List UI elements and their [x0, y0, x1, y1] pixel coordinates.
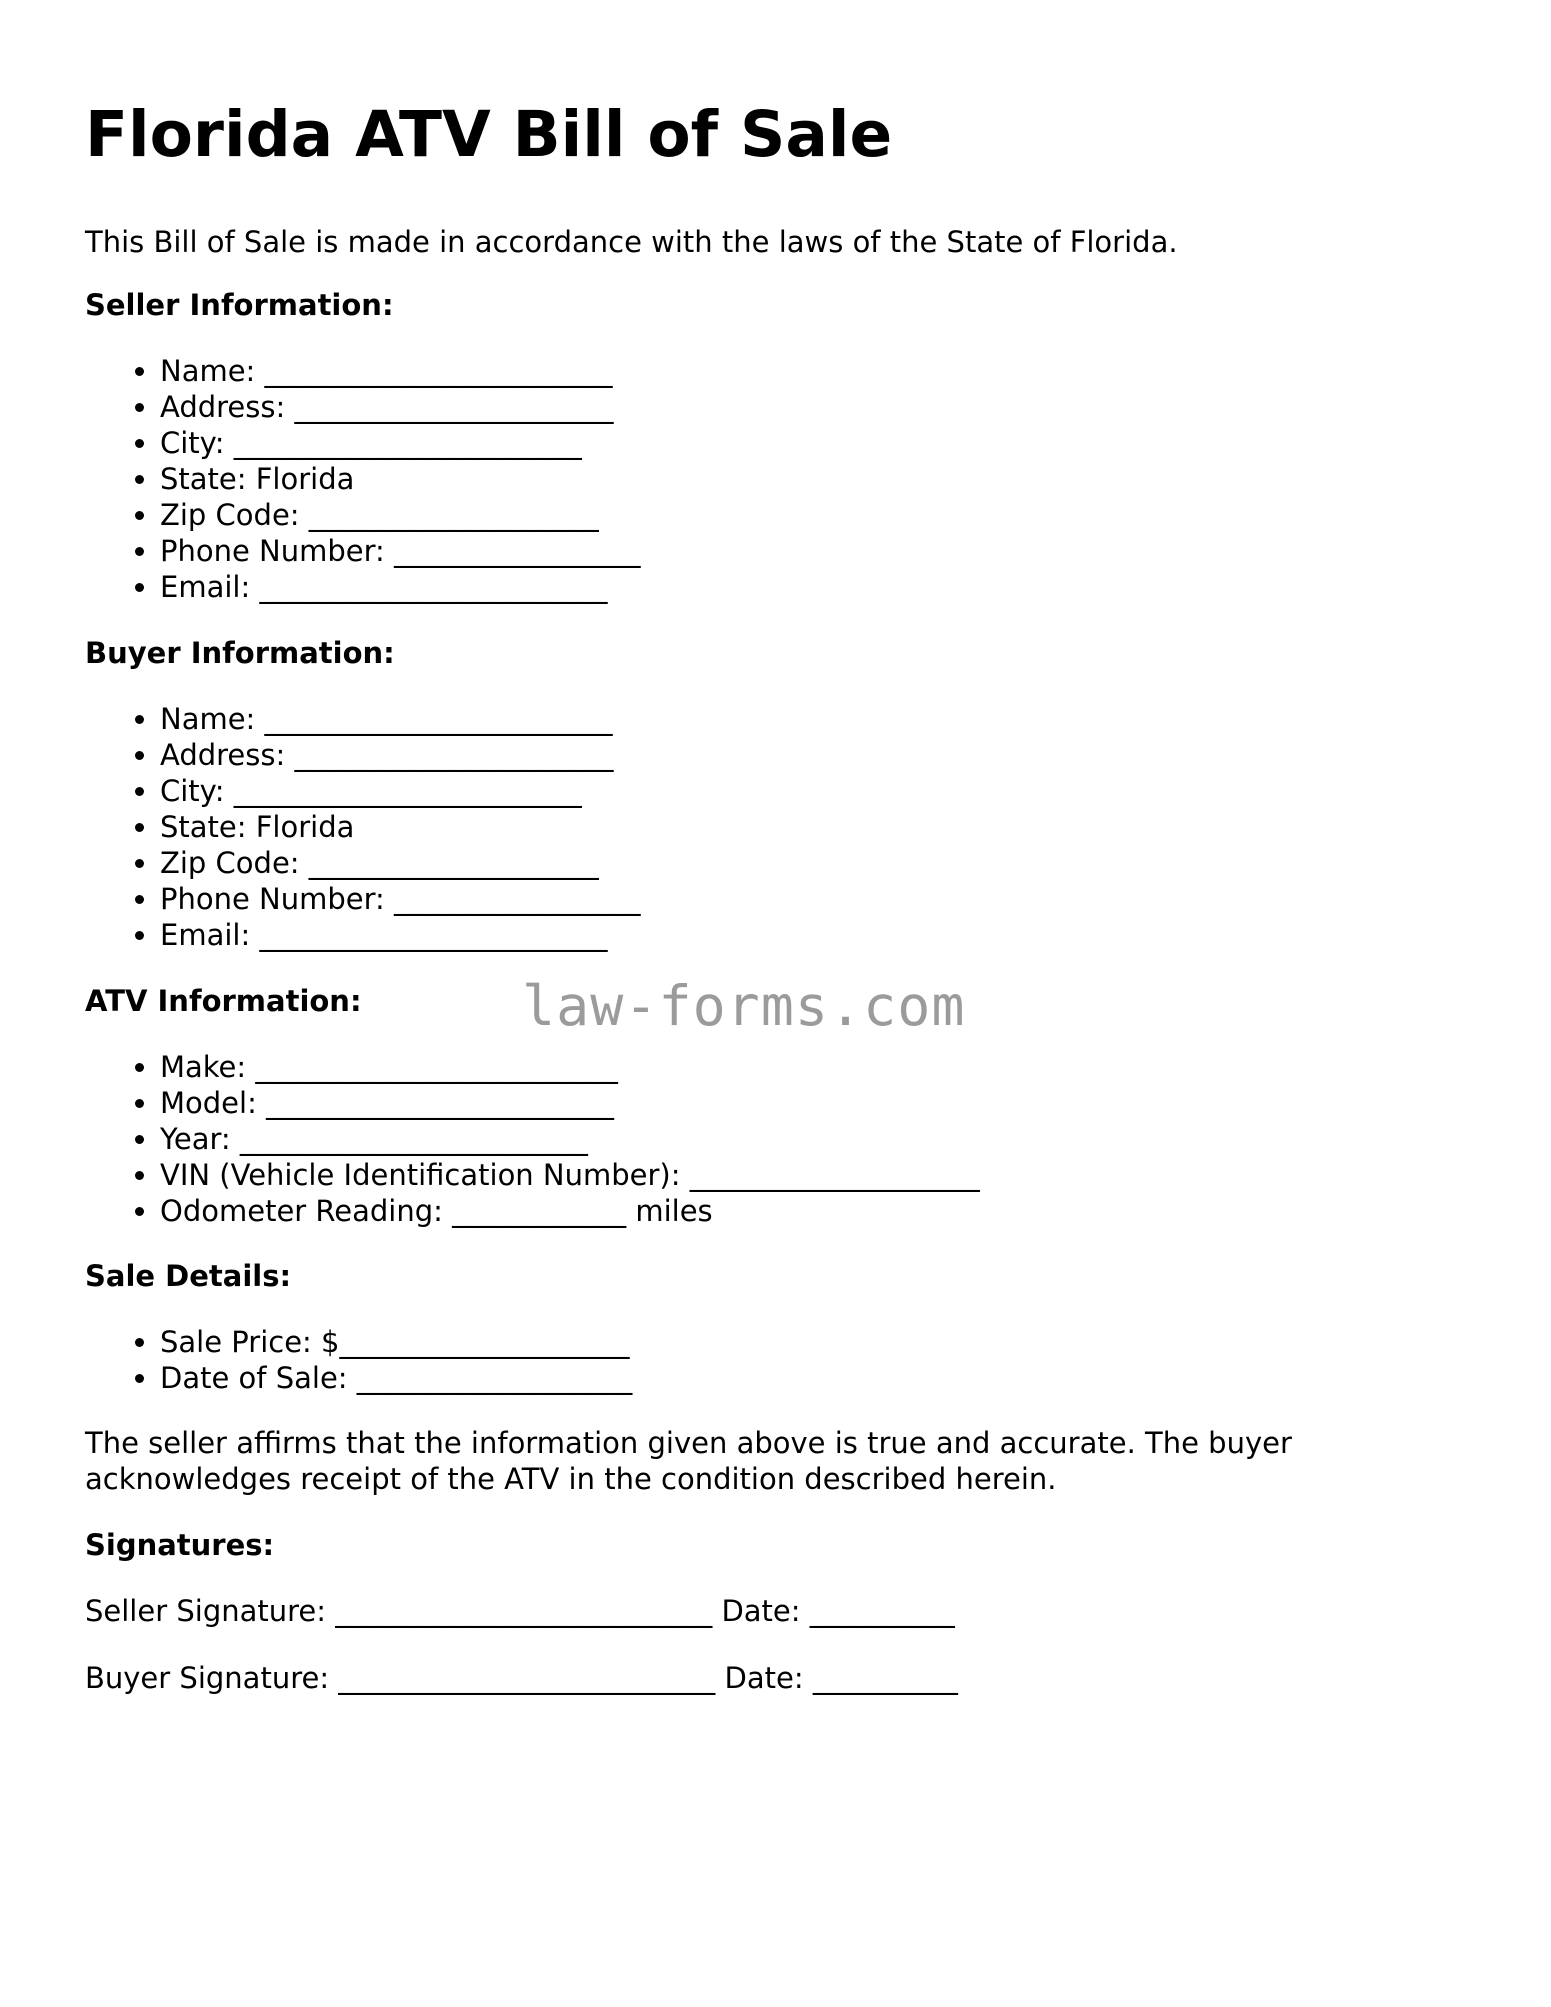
seller-state-field: • State: Florida	[160, 461, 641, 497]
buyer-state-field: • State: Florida	[160, 809, 641, 845]
seller-fields-list	[85, 353, 641, 605]
signatures-heading: Signatures:	[85, 1528, 275, 1562]
seller-name-field: • Name: ________________________	[160, 353, 641, 389]
buyer-signature-line: Buyer Signature: __________________________ Date: __________	[85, 1661, 958, 1695]
seller-phone-field: • Phone Number: _________________	[160, 533, 641, 569]
affirmation-line-2: acknowledges receipt of the ATV in the condition described herein.	[85, 1462, 1057, 1496]
atv-make-field: • Make: _________________________	[160, 1049, 980, 1085]
intro-paragraph: This Bill of Sale is made in accordance with the laws of the State of Florida.	[85, 225, 1178, 259]
buyer-phone-field: • Phone Number: _________________	[160, 881, 641, 917]
buyer-city-field: • City: ________________________	[160, 773, 641, 809]
seller-email-field: • Email: ________________________	[160, 569, 641, 605]
atv-year-field: • Year: ________________________	[160, 1121, 980, 1157]
document-title: Florida ATV Bill of Sale	[85, 98, 893, 171]
atv-fields-list	[85, 1049, 980, 1229]
sale-price-field: • Sale Price: $____________________	[160, 1324, 632, 1360]
sale-heading: Sale Details:	[85, 1259, 292, 1293]
seller-zip-field: • Zip Code: ____________________	[160, 497, 641, 533]
watermark-text: law-forms.com	[522, 974, 966, 1038]
buyer-heading: Buyer Information:	[85, 636, 395, 670]
buyer-name-field: • Name: ________________________	[160, 701, 641, 737]
sale-date-field: • Date of Sale: ___________________	[160, 1360, 632, 1396]
seller-heading: Seller Information:	[85, 288, 394, 322]
buyer-zip-field: • Zip Code: ____________________	[160, 845, 641, 881]
affirmation-line-1: The seller affirms that the information given above is true and accurate. The buyer	[85, 1426, 1292, 1460]
atv-heading: ATV Information:	[85, 984, 362, 1018]
seller-signature-line: Seller Signature: __________________________ Date: __________	[85, 1594, 955, 1628]
sale-fields-list	[85, 1324, 632, 1396]
seller-city-field: • City: ________________________	[160, 425, 641, 461]
buyer-email-field: • Email: ________________________	[160, 917, 641, 953]
buyer-address-field: • Address: ______________________	[160, 737, 641, 773]
atv-odometer-field: • Odometer Reading: ____________ miles	[160, 1193, 980, 1229]
seller-address-field: • Address: ______________________	[160, 389, 641, 425]
atv-model-field: • Model: ________________________	[160, 1085, 980, 1121]
atv-vin-field: • VIN (Vehicle Identification Number): ____________________	[160, 1157, 980, 1193]
buyer-fields-list	[85, 701, 641, 953]
